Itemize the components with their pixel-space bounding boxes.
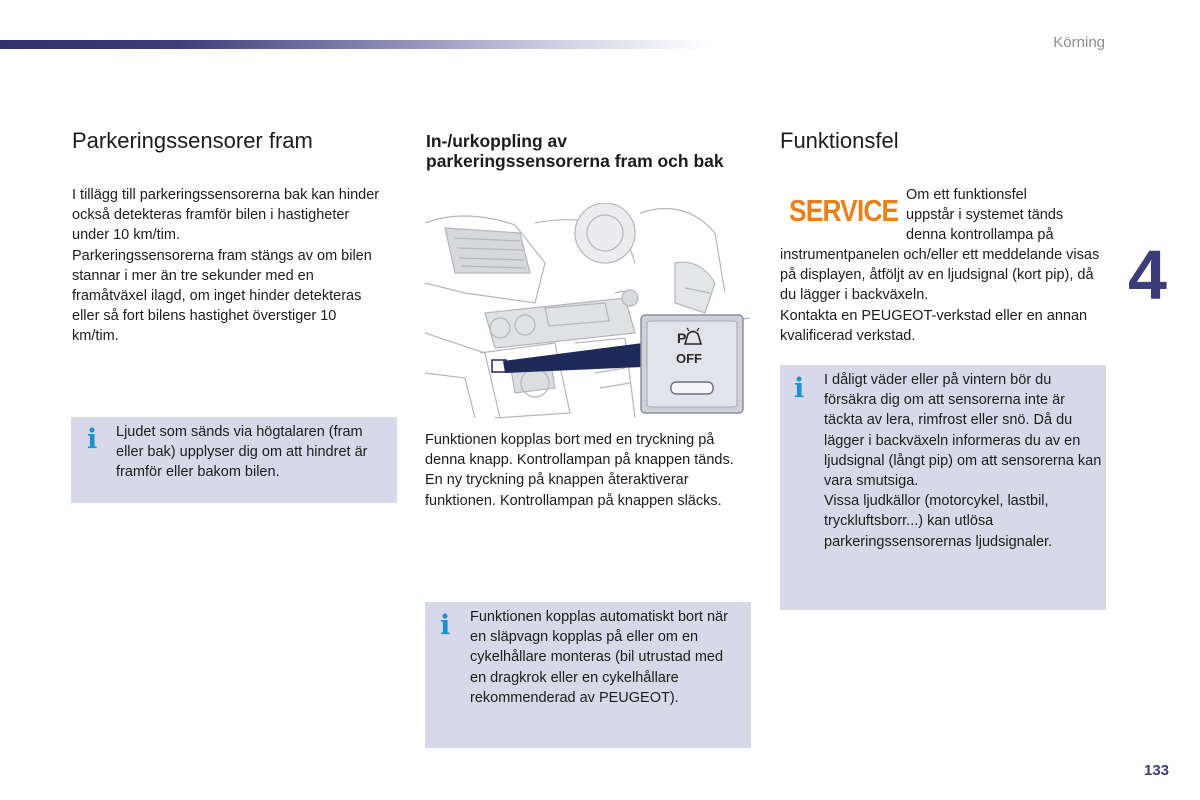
info-icon: i — [440, 610, 451, 641]
p-symbol: P — [677, 330, 687, 346]
heading-malfunction: Funktionsfel — [780, 128, 899, 153]
info-text — [116, 422, 388, 483]
heading-on-off: In-/urkoppling av parkeringssensorerna fram och bak — [426, 131, 724, 171]
info-paragraph: I dåligt väder eller på vintern bör du försäkra dig om att sensorerna inte är täckta av lera, rimfrost eller snö. Då du lägger i backväxeln informeras du av en ljudsignal (långt pip) om att sensorerna kan vara smutsiga. — [824, 372, 1102, 490]
dashboard-button-figure — [425, 203, 750, 421]
info-paragraph: Ljudet som sänds via högtalaren (fram eller bak) upplyser dig om att hindret är framför eller bakom bilen. — [116, 424, 368, 481]
col2-text — [425, 430, 750, 511]
col1-paragraph: Parkeringssensorerna fram stängs av om bilen stannar i mer än tre sekunder med en framåtväxel ilagd, om inget hinder detekteras eller så fort bilens hastighet överstiger 10 km/tim. — [72, 247, 372, 345]
col3-paragraph: instrumentpanelen och/eller ett meddelande visas på displayen, åtföljt av en ljudsignal (kort pip), då du lägger i backväxeln. — [780, 247, 1100, 304]
header-bar — [0, 40, 710, 49]
info-box-trailer — [425, 602, 751, 748]
page-number: 133 — [1144, 762, 1170, 779]
col1-paragraph: I tillägg till parkeringssensorerna bak kan hinder också detekteras framför bilen i hastigheter under 10 km/tim. — [72, 187, 380, 244]
col3-text — [780, 245, 1110, 346]
chapter-number: 4 — [1128, 236, 1167, 314]
info-icon: i — [794, 373, 805, 404]
col1-text — [72, 185, 387, 347]
section-name: Körning — [1053, 34, 1105, 51]
off-label: OFF — [676, 351, 702, 366]
info-text — [470, 607, 735, 708]
info-box-sound — [71, 417, 397, 503]
col2-paragraph: Funktionen kopplas bort med en tryckning på denna knapp. Kontrollampan på knappen tänds. — [425, 432, 734, 469]
service-warning-icon: SERVICE — [789, 193, 899, 228]
col3-paragraph: Kontakta en PEUGEOT-verkstad eller en annan kvalificerad verkstad. — [780, 307, 1088, 344]
col3-intro-line: denna kontrollampa på — [906, 227, 1054, 244]
info-icon: i — [87, 424, 98, 455]
info-text — [824, 370, 1102, 552]
info-paragraph: Funktionen kopplas automatiskt bort när en släpvagn kopplas på eller om en cykelhållare monteras (bil utrustad med en dragkrok eller en cykelhållare rekommenderad av PEUGEOT). — [470, 609, 728, 706]
col3-intro-line: Om ett funktionsfel — [906, 187, 1027, 203]
info-box-weather — [780, 365, 1106, 610]
col3-intro — [906, 185, 1106, 246]
col3-intro-line: uppstår i systemet tänds — [906, 207, 1064, 224]
heading-front-sensors: Parkeringssensorer fram — [72, 128, 313, 153]
col2-paragraph: En ny tryckning på knappen återaktiverar funktionen. Kontrollampan på knappen släcks. — [425, 472, 722, 509]
info-paragraph: Vissa ljudkällor (motorcykel, lastbil, tryckluftsborr...) kan utlösa parkeringssensorernas ljudsignaler. — [824, 493, 1053, 550]
